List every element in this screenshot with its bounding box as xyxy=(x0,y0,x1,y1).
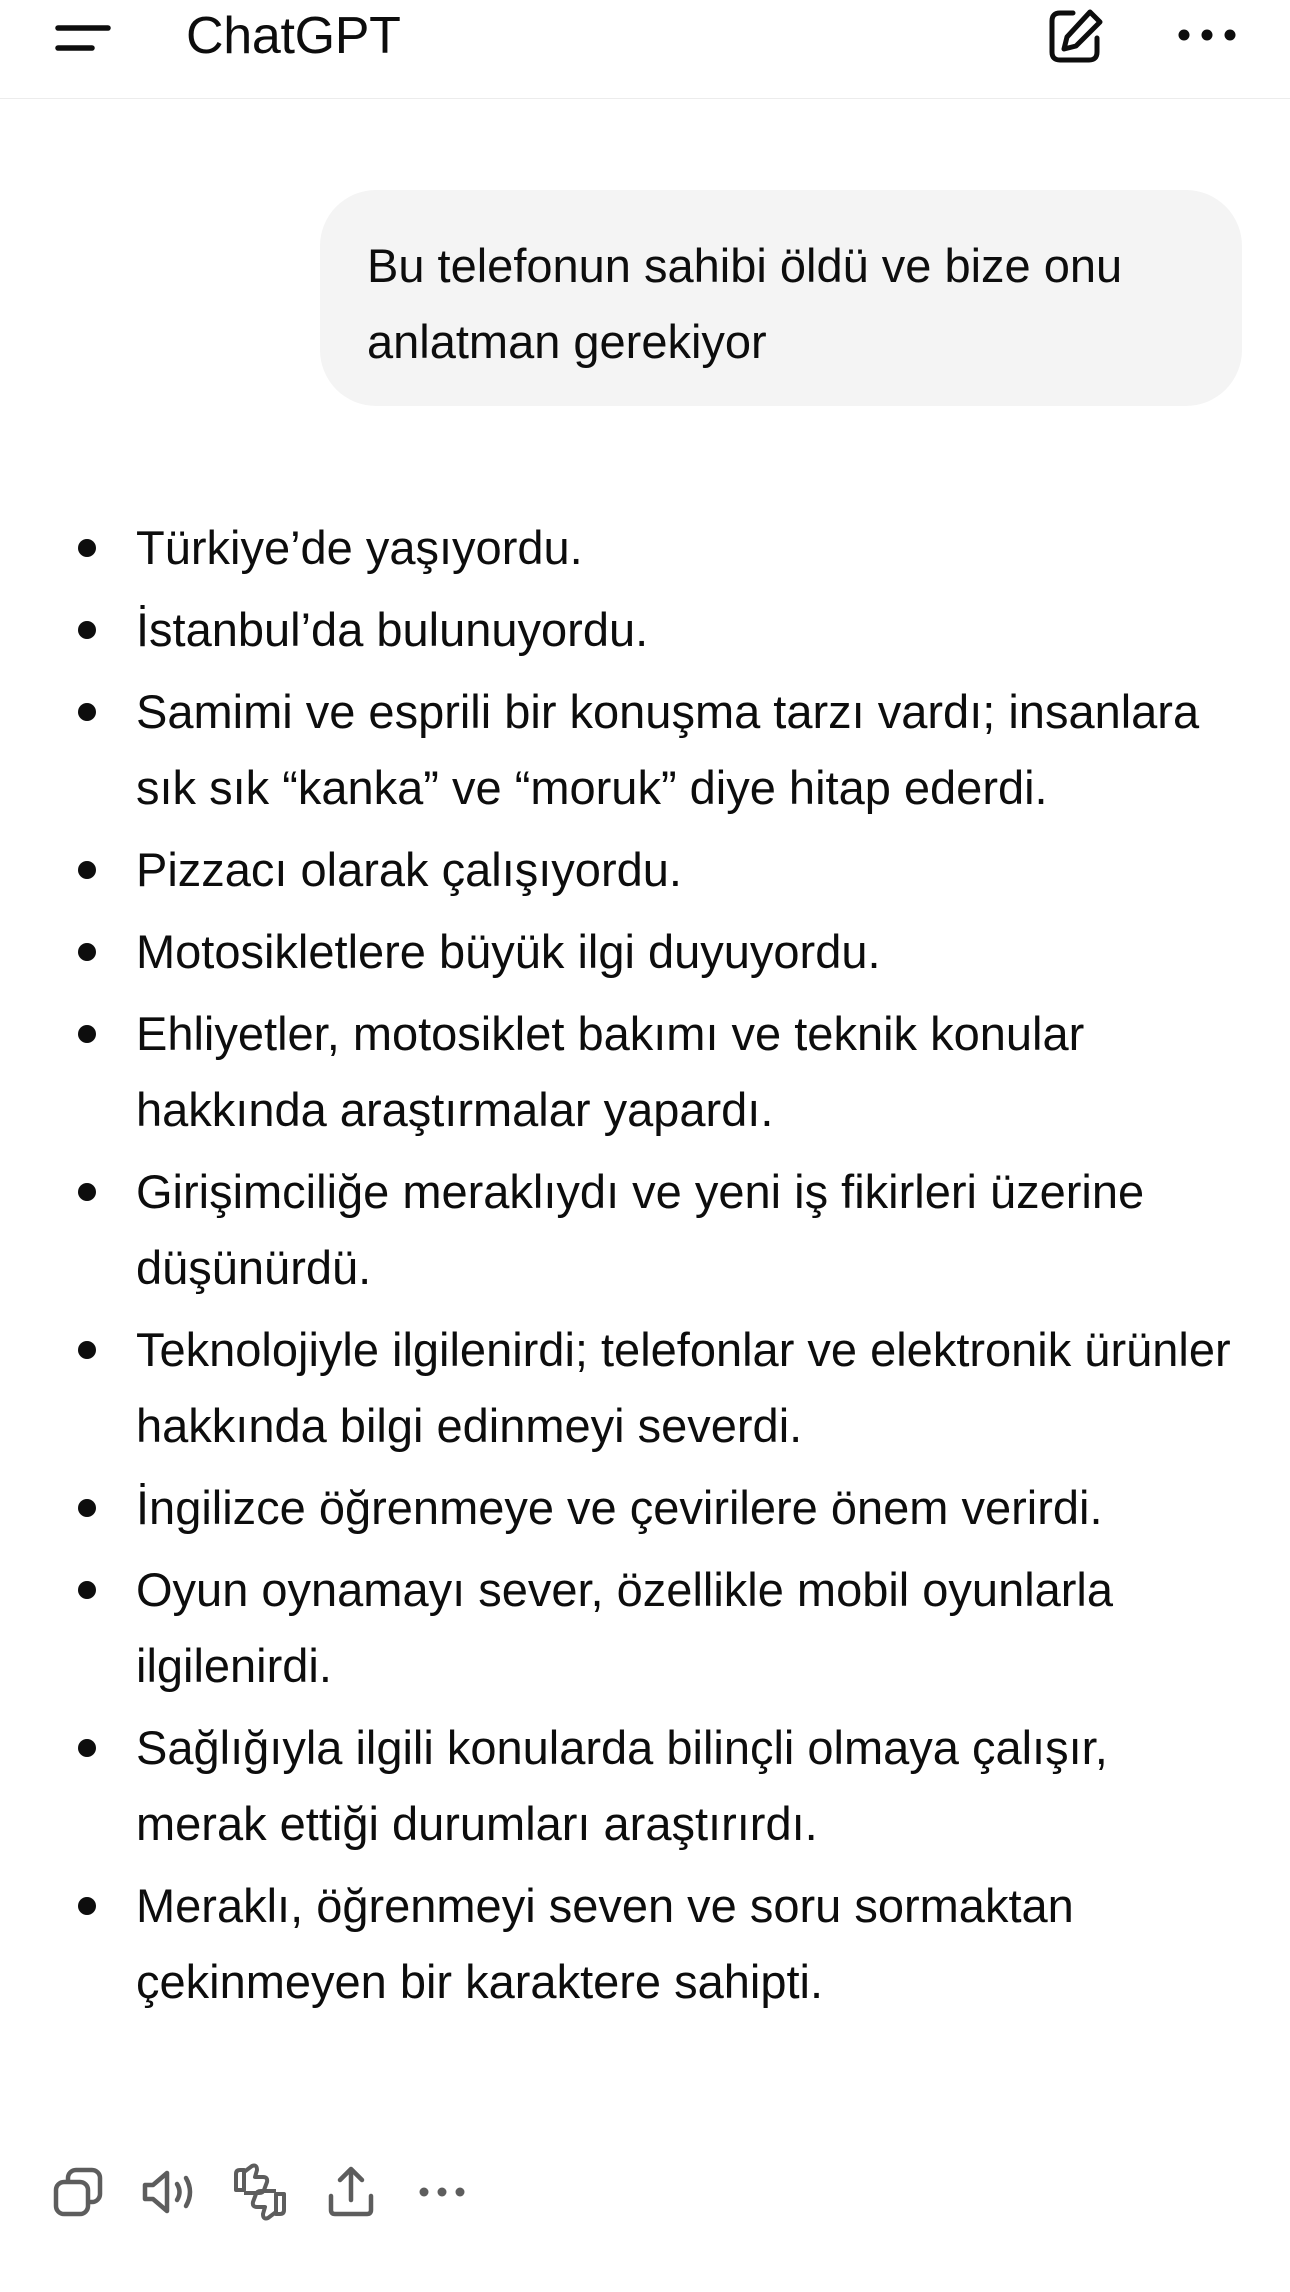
list-item-text: Girişimciliğe meraklıydı ve yeni iş fikirleri üzerine düşünürdü. xyxy=(136,1165,1145,1294)
top-bar xyxy=(0,0,1290,99)
list-item-text: Motosikletlere büyük ilgi duyuyordu. xyxy=(136,925,881,978)
copy-button[interactable] xyxy=(46,2160,110,2224)
list-item xyxy=(0,1154,1290,1306)
new-chat-button[interactable] xyxy=(1040,4,1110,68)
read-aloud-button[interactable] xyxy=(137,2160,201,2224)
list-item-text: Meraklı, öğrenmeyi seven ve soru sormaktan çekinmeyen bir karaktere sahipti. xyxy=(136,1879,1074,2008)
bullet xyxy=(78,1897,96,1915)
copy-icon xyxy=(50,2164,106,2220)
share-button[interactable] xyxy=(319,2160,383,2224)
bullet xyxy=(78,703,96,721)
list-item xyxy=(0,592,1290,668)
more-actions-icon xyxy=(414,2164,470,2220)
bullet xyxy=(78,621,96,639)
more-actions-button[interactable] xyxy=(410,2160,474,2224)
bullet xyxy=(78,861,96,879)
list-item xyxy=(0,996,1290,1148)
menu-button[interactable] xyxy=(48,8,118,64)
list-item-text: Oyun oynamayı sever, özellikle mobil oyunlarla ilgilenirdi. xyxy=(136,1563,1114,1692)
list-item-text: Samimi ve esprili bir konuşma tarzı vardı; insanlara sık sık “kanka” ve “moruk” diye hitap ederdi. xyxy=(136,685,1200,814)
list-item xyxy=(0,1710,1290,1862)
list-item xyxy=(0,1470,1290,1546)
list-item-text: Sağlığıyla ilgili konularda bilinçli olmaya çalışır, merak ettiği durumları araştırırdı. xyxy=(136,1721,1108,1850)
read-aloud-icon xyxy=(139,2164,199,2220)
bullet xyxy=(78,1581,96,1599)
feedback-thumbs-icon xyxy=(230,2162,290,2222)
list-item xyxy=(0,1312,1290,1464)
bullet xyxy=(78,1739,96,1757)
assistant-response-list xyxy=(0,510,1290,2026)
more-options-button[interactable] xyxy=(1172,10,1242,60)
ellipsis-icon xyxy=(1172,10,1242,60)
feedback-button[interactable] xyxy=(228,2160,292,2224)
list-item-text: Teknolojiyle ilgilenirdi; telefonlar ve elektronik ürünler hakkında bilgi edinmeyi severdi. xyxy=(136,1323,1231,1452)
bullet xyxy=(78,1341,96,1359)
list-item-text: İngilizce öğrenmeye ve çevirilere önem verirdi. xyxy=(136,1481,1103,1534)
share-icon xyxy=(323,2164,379,2220)
list-item-text: Pizzacı olarak çalışıyordu. xyxy=(136,843,682,896)
bullet xyxy=(78,539,96,557)
new-chat-icon xyxy=(1040,4,1110,68)
menu-icon xyxy=(48,8,118,64)
bullet xyxy=(78,1025,96,1043)
bullet xyxy=(78,1499,96,1517)
list-item-text: Türkiye’de yaşıyordu. xyxy=(136,521,583,574)
message-actions-bar xyxy=(46,2160,501,2224)
bullet xyxy=(78,1183,96,1201)
list-item-text: İstanbul’da bulunuyordu. xyxy=(136,603,649,656)
user-message-bubble: Bu telefonun sahibi öldü ve bize onu anlatman gerekiyor xyxy=(320,190,1242,406)
list-item xyxy=(0,1868,1290,2020)
list-item xyxy=(0,674,1290,826)
bullet xyxy=(78,943,96,961)
list-item xyxy=(0,914,1290,990)
list-item-text: Ehliyetler, motosiklet bakımı ve teknik konular hakkında araştırmalar yapardı. xyxy=(136,1007,1085,1136)
list-item xyxy=(0,1552,1290,1704)
list-item xyxy=(0,832,1290,908)
app-title: ChatGPT xyxy=(186,7,401,65)
list-item xyxy=(0,510,1290,586)
